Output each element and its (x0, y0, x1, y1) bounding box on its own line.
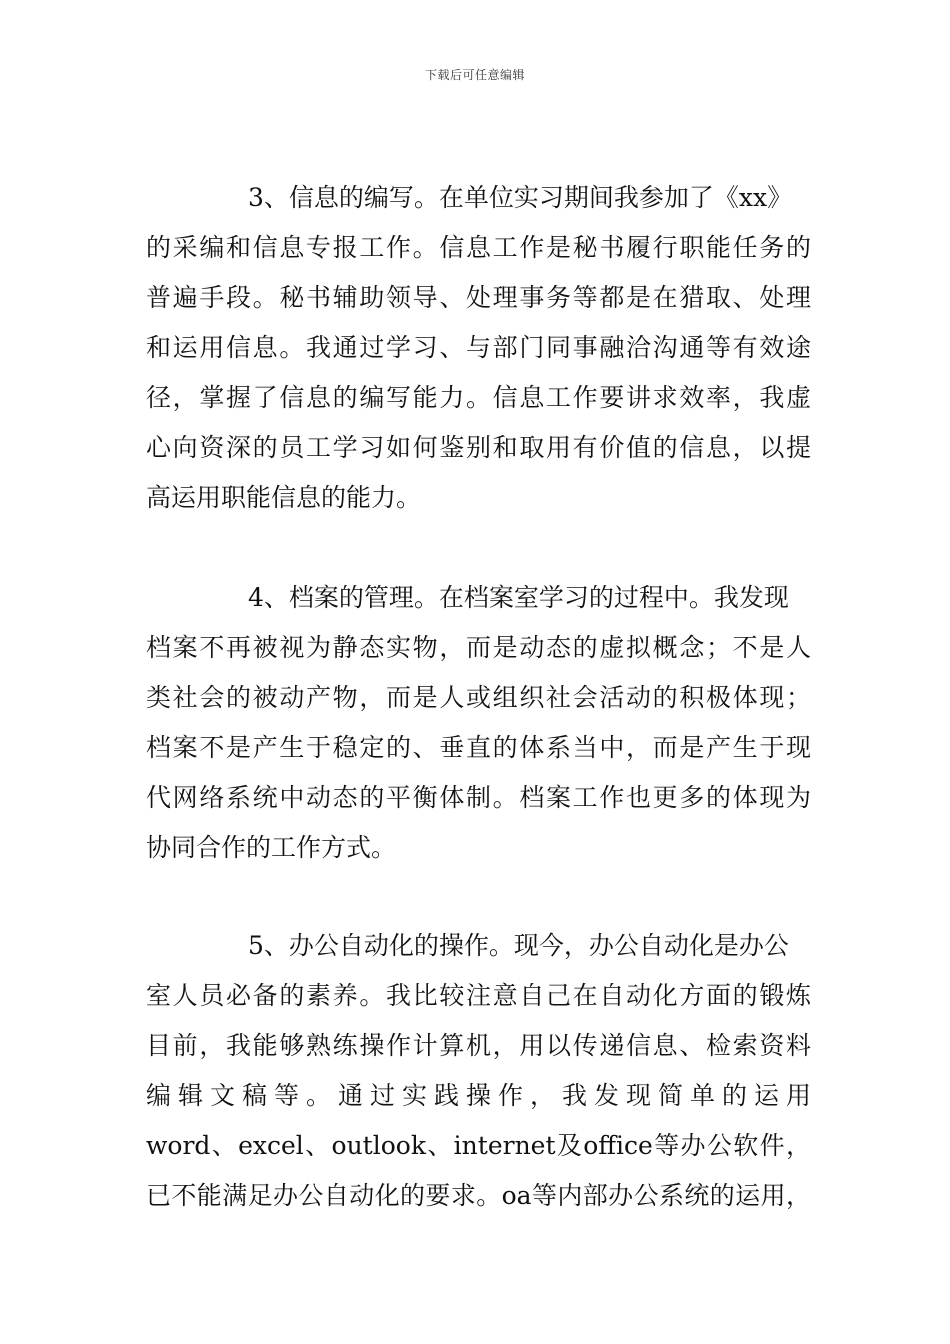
text-line: 已不能满足办公自动化的要求。oa等内部办公系统的运用， (146, 1181, 811, 1210)
text-line: 目前，我能够熟练操作计算机，用以传递信息、检索资料 (146, 1031, 811, 1060)
text-line: 档案不再被视为静态实物，而是动态的虚拟概念；不是人 (146, 633, 811, 662)
text-line: 心向资深的员工学习如何鉴别和取用有价值的信息，以提 (146, 433, 811, 462)
text-line: 3、信息的编写。在单位实习期间我参加了《xx》 (248, 183, 793, 212)
text-line: 的采编和信息专报工作。信息工作是秘书履行职能任务的 (146, 233, 811, 262)
text-line: 类社会的被动产物，而是人或组织社会活动的积极体现； (146, 683, 811, 712)
text-line: 档案不是产生于稳定的、垂直的体系当中，而是产生于现 (146, 733, 811, 762)
text-line: 协同合作的工作方式。 (146, 833, 397, 862)
text-line: 代网络系统中动态的平衡体制。档案工作也更多的体现为 (146, 783, 811, 812)
text-line: 4、档案的管理。在档案室学习的过程中。我发现 (248, 583, 789, 612)
text-line: 室人员必备的素养。我比较注意自己在自动化方面的锻炼 (146, 981, 811, 1010)
text-line: 高运用职能信息的能力。 (146, 483, 422, 512)
text-line: word、excel、outlook、internet及office等办公软件， (146, 1131, 811, 1160)
text-line: 5、办公自动化的操作。现今，办公自动化是办公 (248, 931, 789, 960)
text-line: 普遍手段。秘书辅助领导、处理事务等都是在猎取、处理 (146, 283, 811, 312)
page-header: 下载后可任意编辑 (424, 68, 525, 82)
text-line: 径，掌握了信息的编写能力。信息工作要讲求效率，我虚 (146, 383, 811, 412)
text-line: 和运用信息。我通过学习、与部门同事融洽沟通等有效途 (146, 333, 811, 362)
text-line: 编辑文稿等。通过实践操作，我发现简单的运用 (146, 1081, 811, 1110)
